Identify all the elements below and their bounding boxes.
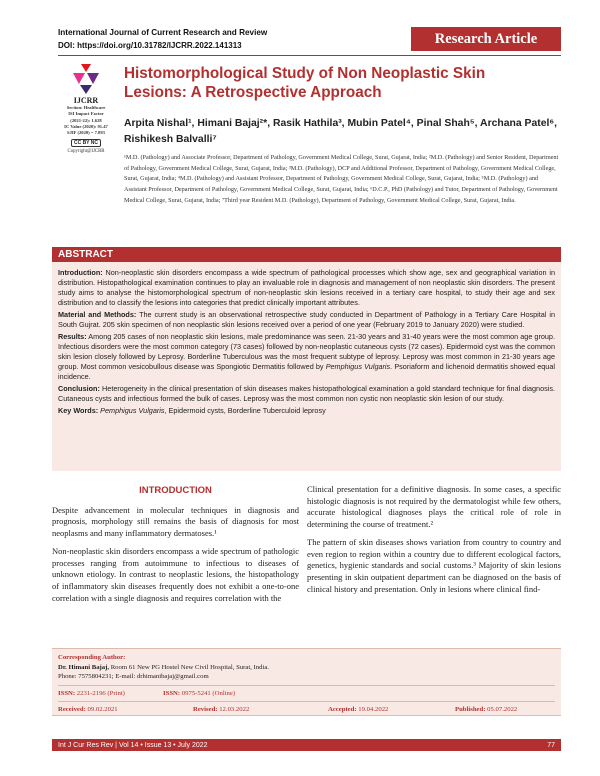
section-text: Heterogeneity in the clinical presentation of skin diseases makes histopathological examination a gold standard technique for final diagnosis. Cutaneous cysts and infectious formed the bulk of cases. Leprosy was the most common non cystic non neoplastic skin lesion of our study. bbox=[58, 384, 555, 403]
abstract-introduction bbox=[58, 268, 555, 308]
copyright-text: Copyright@IJCRR bbox=[67, 149, 105, 155]
affiliations: ¹M.D. (Pathology) and Associate Professor, Department of Pathology, Government Medical College, Surat, Gujarat, India; ²M.D. (Pathology) and Senior Resident, Department of Pathology, Government Medical College, Surat, Gujarat, India; ³M.D. (Pathology), DCP and Additional Professor, Department of Pathology, Government Medical College, Surat, Gujarat, India; ⁴M.D. (Pathology) and Assistant Professor, Department of Pathology, Government Medical College, Surat, Gujarat, India; ⁵M.D. (Pathology) and Assistant Professor, Department of Pathology, Government Medical College, Surat, Gujarat, India; ⁶D.C.P., PhD (Pathology) and Tutor, Department of Pathology, Government Medical College, Surat, Gujarat, India; ⁷Third year Resident M.D. (Pathology), Department of Pathology, Government Medical College, Surat, Gujarat, India. bbox=[124, 154, 559, 204]
logo-line: SJIF (2020) = 7.893 bbox=[67, 130, 105, 136]
accepted-date bbox=[328, 705, 455, 715]
address-text: Room 61 New PG Hostel New Civil Hospital, Surat, India. bbox=[109, 663, 269, 671]
logo-metrics bbox=[58, 105, 114, 136]
issn-row bbox=[58, 689, 555, 699]
correspondence-contact: Phone: 7575804231; E-mail: drhimanibajaj@gmail.com bbox=[58, 673, 209, 680]
cc-license-badge bbox=[58, 139, 114, 147]
issn-label: ISSN: bbox=[58, 689, 76, 697]
correspondence-title: Corresponding Author: bbox=[58, 654, 126, 661]
published-date bbox=[455, 705, 517, 715]
date-value: 05.07.2022 bbox=[487, 706, 518, 713]
date-label: Accepted: bbox=[328, 706, 357, 713]
date-value: 19.04.2022 bbox=[358, 706, 389, 713]
abstract-conclusion bbox=[58, 384, 555, 404]
abstract-results bbox=[58, 332, 555, 382]
divider bbox=[58, 685, 555, 686]
issn-value: 2231-2196 (Print) bbox=[76, 689, 125, 697]
journal-logo-block bbox=[58, 64, 114, 154]
abstract-methods bbox=[58, 310, 555, 330]
abstract-body bbox=[52, 262, 561, 471]
footer-citation: Int J Cur Res Rev | Vol 14 • Issue 13 • July 2022 bbox=[58, 741, 208, 749]
section-text: The current study is an observational retrospective study conducted in Department of Pathology in a Tertiary Care Hospital in South Gujrat. 205 skin specimen of non neoplastic skin lesions received over a period of one year (February 2019 to January 2020) were studied. bbox=[58, 310, 555, 329]
italic-term: Pemphigus Vulgaris bbox=[325, 362, 391, 371]
italic-term: Pemphigus Vulgaris bbox=[100, 406, 165, 415]
logo-line: ISI Impact Factor bbox=[68, 111, 104, 117]
correspondence-box bbox=[52, 648, 561, 716]
date-label: Revised: bbox=[193, 706, 218, 713]
date-value: 09.02.2021 bbox=[87, 706, 118, 713]
header-divider bbox=[58, 55, 561, 56]
cc-license-icon: CC BY NC bbox=[71, 139, 101, 147]
section-label: Material and Methods: bbox=[58, 310, 137, 319]
date-label: Published: bbox=[455, 706, 486, 713]
page-footer bbox=[52, 739, 561, 751]
corresponding-author-name: Dr. Himani Bajaj, bbox=[58, 663, 110, 671]
divider bbox=[58, 701, 555, 702]
logo-line: IC Value (2020): 91.47 bbox=[64, 123, 108, 129]
section-label: Introduction: bbox=[58, 268, 103, 277]
ijcrr-logo-icon bbox=[71, 64, 101, 94]
logo-name: IJCRR bbox=[73, 96, 99, 105]
section-text: . Psoriaform and lichenoid dermatitis showed equal incidence. bbox=[58, 362, 555, 381]
dates-row bbox=[58, 705, 555, 715]
issn-label: ISSN: bbox=[163, 689, 181, 697]
correspondence-address bbox=[58, 663, 555, 673]
section-text: , Epidermoid cysts, Borderline Tuberculoid leprosy bbox=[164, 406, 326, 415]
body-left-column bbox=[52, 482, 299, 610]
page-number: 77 bbox=[547, 741, 555, 749]
journal-name: International Journal of Current Research and Review bbox=[58, 28, 268, 37]
received-date bbox=[58, 705, 193, 715]
section-label: Conclusion: bbox=[58, 384, 100, 393]
author-list: Arpita Nishal¹, Himani Bajaj²*, Rasik Hathila³, Mubin Patel⁴, Pinal Shah⁵, Archana Patel⁶, Rishikesh Balvalli⁷ bbox=[124, 118, 558, 145]
abstract-heading: ABSTRACT bbox=[52, 247, 561, 262]
body-paragraph: Clinical presentation for a definitive diagnosis. In some cases, a specific histologic diagnosis is not required by the dermatologist while few others, accurate histological diagnoses plays the critical role of role in determining the course of treatment.² bbox=[307, 484, 561, 530]
issn-print bbox=[58, 689, 163, 699]
logo-line: Section: Healthcare bbox=[66, 105, 106, 110]
date-label: Received: bbox=[58, 706, 86, 713]
date-value: 12.03.2022 bbox=[219, 706, 250, 713]
section-text: Non-neoplastic skin disorders encompass a wide spectrum of pathological processes which show age, sex and geographical variation in distribution. Histopathological examination continues to play an invaluable role in diagnosis and management of non neoplastic skin disorders. The present study aims to analyse the histomorphological spectrum of non-neoplastic skin lesions received in a tertiary care hospital, to study their age and sex distribution and to classify the lesions into categories that predict clinically important attributes. bbox=[58, 268, 556, 307]
body-paragraph: Non-neoplastic skin disorders encompass a wide spectrum of pathologic processes ranging from autoimmune to infectious to diseases of unknown etiology. In contrast to neoplastic lesions, the histopathology of inflammatory skin diseases frequently does not exhibit a one-to-one correlation with a single diagnosis and requires correlation with the bbox=[52, 545, 299, 603]
section-text: Among 205 cases of non neoplastic skin lesions, male predominance was seen. 21-30 years and 31-40 years were the most common age group. Infectious disorders were the most common category (73 cases) followed by non-neoplastic cutaneous cysts (72 cases). Epidermoid cyst was the common skin lesion closely followed by Leprosy. Borderline Tuberculous was the most frequent subtype of leprosy. Leprosy was most common in 21-30 years age group. Most common vesicobullous disease was Spongiotic Dermatitis followed by bbox=[58, 332, 555, 371]
body-paragraph: Despite advancement in molecular techniques in diagnosis and prognosis, morphology still remains the basis of diagnosis for most neoplasms and many inflammatory dermatoses.¹ bbox=[52, 504, 299, 539]
revised-date bbox=[193, 705, 328, 715]
body-paragraph: The pattern of skin diseases shows variation from country to country and even region to region within a country due to different ecological factors, genetics, hygienic standards and social customs.³ Majority of skin lesions presenting in skin outpatient department can be diagnosed on the basis of clinical history and presentation. Only in lesions where clinical find- bbox=[307, 536, 561, 594]
introduction-heading: INTRODUCTION bbox=[139, 485, 212, 496]
doi-link[interactable]: DOI: https://doi.org/10.31782/IJCRR.2022.141313 bbox=[58, 41, 242, 50]
logo-line: (2021-22): 1.628 bbox=[70, 117, 102, 123]
issn-online bbox=[163, 689, 235, 699]
section-label: Key Words: bbox=[58, 406, 99, 415]
body-right-column bbox=[307, 484, 561, 601]
issn-value: 0975-5241 (Online) bbox=[181, 689, 236, 697]
abstract-keywords bbox=[58, 406, 555, 416]
section-label: Results: bbox=[58, 332, 87, 341]
article-title: Histomorphological Study of Non Neoplastic Skin Lesions: A Retrospective Approach bbox=[124, 65, 486, 101]
article-type-badge: Research Article bbox=[411, 27, 561, 51]
